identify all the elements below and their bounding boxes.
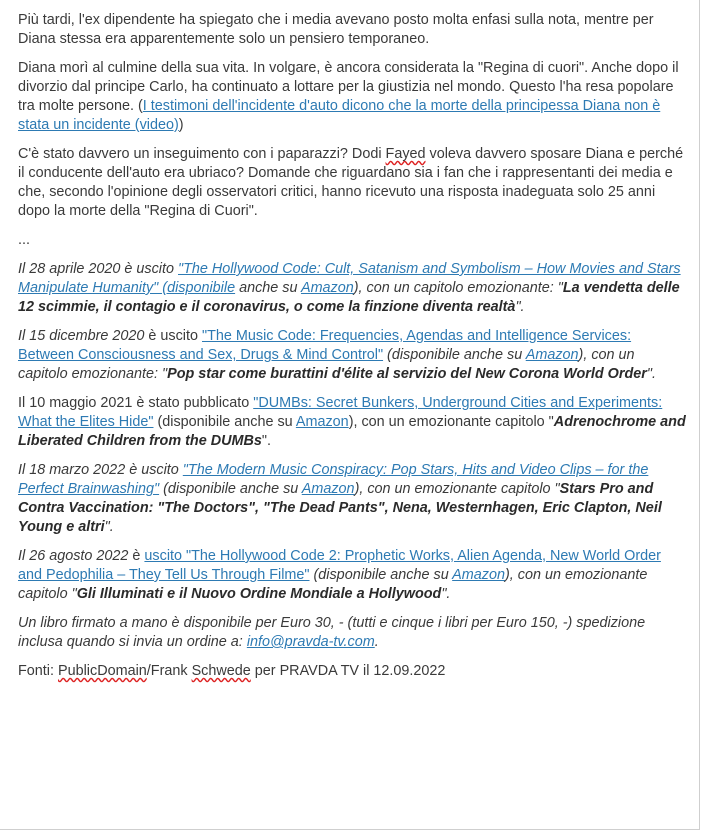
order-end: . [374,634,379,650]
book-intro: Il 10 maggio 2021 è stato pubblicato [18,395,254,411]
book-text: ". [441,586,451,602]
chapter-title-5: Gli Illuminati e il Nuovo Ordine Mondiale a Hollywood [76,586,442,602]
book-text: anche su [235,280,301,296]
book-text: (disponibile anche su [159,481,302,497]
paragraph-1 [18,11,688,49]
chapter-title-3: Adrenochrome and Liberated Children from the DUMBs [18,414,686,449]
sources-line [18,662,688,681]
book-paragraph-2 [18,327,688,384]
order-paragraph [18,614,688,652]
paragraph-2 [18,59,688,135]
book-text: ), con un emozionante capitolo " [348,414,554,430]
book-text: ". [515,299,525,315]
amazon-link-2[interactable]: Amazon [525,347,579,363]
book-paragraph-4 [18,461,688,537]
order-text: Un libro firmato a mano è disponibile per Euro 30, - (tutti e cinque i libri per Euro 150, -) spedizione inclusa quando si invia un ordine a: [18,615,646,650]
book-text: (disponibile anche su [309,567,453,583]
book-text: è uscito [144,328,202,344]
amazon-link-5[interactable]: Amazon [452,567,505,583]
book-text: (disponibile anche su [153,414,296,430]
book-paragraph-1 [18,260,688,317]
book-text: è [128,548,145,564]
spellcheck-word[interactable]: Fayed [385,146,426,162]
book-paragraph-5 [18,547,688,604]
amazon-link-1[interactable]: Amazon [300,280,354,296]
sources-label: Fonti: [18,663,58,679]
book-paragraph-3 [18,394,688,451]
book-title-link-3[interactable]: "DUMBs: Secret Bunkers, Underground Cities and Experiments: What the Elites Hide" [18,395,663,430]
book-text: ), con un capitolo emozionante: " [353,280,563,296]
paragraph-text: voleva davvero sposare Diana e perché il conducente dell'auto era ubriaco? Domande che riguardano sia i fan che i rappresentanti dei media e che, secondo l'opinione degli osservatori critici, hanno ricevuto una risposta inadeguata solo 25 anni dopo la morte della "Regina di Cuori". [18,146,684,219]
book-title-link-4[interactable]: "The Modern Music Conspiracy: Pop Stars, Hits and Video Clips – for the Perfect Brainwashing" [18,462,649,497]
book-text: ), con un emozionante capitolo " [18,567,648,602]
chapter-title-1: La vendetta delle 12 scimmie, il contagio e il coronavirus, o come la finzione diventa realtà [18,280,680,315]
amazon-link-4[interactable]: Amazon [301,481,355,497]
ellipsis [18,231,688,250]
book-intro: Il 26 agosto 2022 [18,548,129,564]
paragraph-text: ) [178,117,184,133]
amazon-link-3[interactable]: Amazon [295,414,349,430]
ellipsis-text: ... [18,232,30,248]
book-text: ". [104,519,114,535]
book-text: (disponibile anche su [383,347,526,363]
page-margin [700,0,720,839]
book-text: ". [646,366,656,382]
spellcheck-word[interactable]: Schwede [191,663,251,679]
book-title-link-2[interactable]: "The Music Code: Frequencies, Agendas and Intelligence Services: Between Consciousness and Sex, Drugs & Mind Control" [18,328,632,363]
paragraph-text: C'è stato davvero un inseguimento con i paparazzi? Dodi [18,146,386,162]
article-body [18,11,688,691]
spellcheck-word[interactable]: PublicDomain [58,663,147,679]
book-title-link-1[interactable]: "The Hollywood Code: Cult, Satanism and Symbolism – How Movies and Stars Manipulate Humanity" (disponibile [18,261,681,296]
chapter-title-4: Stars Pro and Contra Vaccination: "The Doctors", "The Dead Pants", Nena, Westernhagen, Eric Clapton, Neil Young e altri [18,481,662,535]
email-link[interactable]: info@pravda-tv.com [246,634,375,650]
paragraph-text: Diana morì al culmine della sua vita. In volgare, è ancora considerata la "Regina di cuori". Anche dopo il divorzio dal principe Carlo, ha continuato a lottare per la giustizia nel mondo. Questo l'ha resa popolare tra molte persone. ( [18,60,679,114]
book-text: ". [261,433,271,449]
book-text: ), con un emozionante capitolo " [354,481,560,497]
chapter-title-2: Pop star come burattini d'élite al servizio del New Corona World Order [167,366,647,382]
book-intro: Il 28 aprile 2020 è uscito [18,261,178,277]
book-text: ), con un capitolo emozionante: " [18,347,635,382]
sources-text: per PRAVDA TV il 12.09.2022 [250,663,446,679]
video-article-link[interactable]: I testimoni dell'incidente d'auto dicono che la morte della principessa Diana non è stata un incidente (video) [18,98,661,133]
paragraph-text: Più tardi, l'ex dipendente ha spiegato che i media avevano posto molta enfasi sulla nota, mentre per Diana stessa era apparentemente solo un pensiero temporaneo. [18,12,654,47]
paragraph-3 [18,145,688,221]
book-intro: Il 18 marzo 2022 è uscito [18,462,183,478]
book-intro: Il 15 dicembre 2020 [18,328,145,344]
book-title-link-5[interactable]: uscito "The Hollywood Code 2: Prophetic Works, Alien Agenda, New World Order and Pedophilia – They Tell Us Through Filme" [18,548,661,583]
sources-text: /Frank [146,663,192,679]
